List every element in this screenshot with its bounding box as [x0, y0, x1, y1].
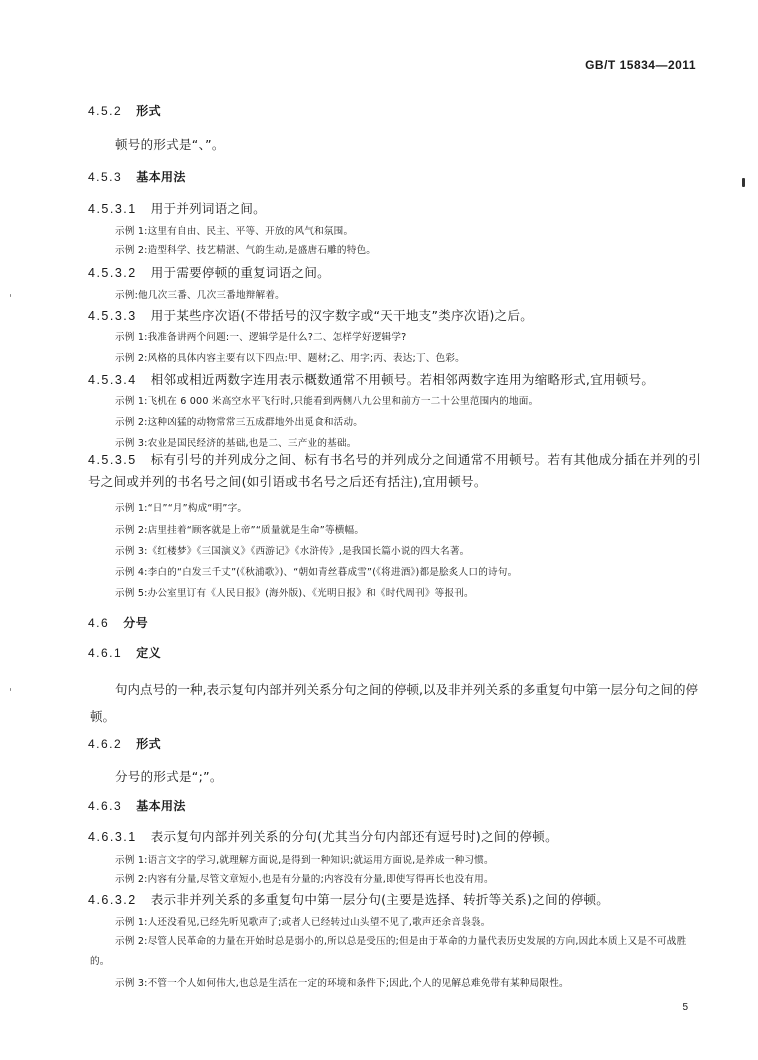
example-line: 示例 3:不管一个人如何伟大,也总是生活在一定的环境和条件下;因此,个人的见解总难免带有某种局限性。	[115, 978, 569, 989]
example-line: 示例 2:这种凶猛的动物常常三五成群地外出觅食和活动。	[115, 417, 364, 428]
heading-4-6-2	[88, 735, 702, 752]
body-paragraph: 句内点号的一种,表示复句内部并列关系分句之间的停顿,以及非并列关系的多重复句中第一层分句之间的停顿。	[90, 682, 698, 724]
heading-4-5-2	[88, 102, 702, 119]
example-line: 示例 2:风格的具体内容主要有以下四点:甲、题材;乙、用字;丙、表达;丁、色彩。	[115, 353, 465, 364]
example-line: 示例 1:这里有自由、民主、平等、开放的风气和氛围。	[115, 226, 354, 237]
section-title: 基本用法	[136, 799, 186, 813]
example-line: 示例 1:飞机在 6 000 米高空水平飞行时,只能看到两侧八九公里和前方一二十公里范围内的地面。	[115, 396, 539, 407]
heading-4-6-1	[88, 644, 702, 661]
example-line: 示例 2:内容有分量,尽管文章短小,也是有分量的;内容没有分量,即使写得再长也没有用。	[115, 874, 494, 885]
body-paragraph: 分号的形式是“;”。	[115, 769, 223, 784]
scan-speck	[742, 178, 745, 187]
body-paragraph: 顿号的形式是“、”。	[115, 137, 225, 152]
example-line: 示例 1:语言文字的学习,就理解方面说,是得到一种知识;就运用方面说,是养成一种习惯。	[115, 855, 494, 866]
section-number: 4.6.3	[88, 799, 123, 813]
clause-number: 4.5.3.1	[88, 202, 137, 216]
example-line: 示例 1:人还没看见,已经先听见歌声了;或者人已经转过山头望不见了,歌声还余音袅袅。	[115, 917, 491, 928]
example-line: 示例 1:“日”“月”构成“明”字。	[115, 503, 248, 514]
clause-number: 4.5.3.3	[88, 309, 137, 323]
section-title: 分号	[123, 616, 148, 630]
section-number: 4.6.1	[88, 646, 123, 660]
clause-4-5-3-3	[88, 306, 702, 324]
section-number: 4.5.3	[88, 170, 123, 184]
example-line: 示例 2:造型科学、技艺精湛、气韵生动,是盛唐石雕的特色。	[115, 245, 377, 256]
clause-text: 标有引号的并列成分之间、标有书名号的并列成分之间通常不用顿号。若有其他成分插在并列的引号之间或并列的书名号之间(如引语或书名号之后还有括注),宜用顿号。	[88, 452, 702, 489]
clause-4-6-3-2	[88, 890, 702, 908]
clause-4-5-3-2	[88, 263, 702, 281]
heading-4-6-3	[88, 797, 702, 814]
clause-text: 表示非并列关系的多重复句中第一层分句(主要是选择、转折等关系)之间的停顿。	[150, 892, 610, 907]
scan-speck	[10, 688, 11, 691]
example-line: 示例 2:尽管人民革命的力量在开始时总是弱小的,所以总是受压的;但是由于革命的力量代表历史发展的方向,因此本质上又是不可战胜的。	[90, 936, 687, 967]
clause-4-6-3-1	[88, 827, 702, 845]
clause-4-5-3-5	[88, 449, 702, 493]
clause-text: 相邻或相近两数字连用表示概数通常不用顿号。若相邻两数字连用为缩略形式,宜用顿号。	[150, 372, 655, 387]
section-number: 4.5.2	[88, 104, 123, 118]
example-line: 示例 3:《红楼梦》《三国演义》《西游记》《水浒传》,是我国长篇小说的四大名著。	[115, 546, 470, 557]
example-line: 示例 2:店里挂着“顾客就是上帝”“质量就是生命”等横幅。	[115, 525, 365, 536]
section-number: 4.6.2	[88, 737, 123, 751]
clause-text: 用于需要停顿的重复词语之间。	[150, 265, 330, 280]
clause-text: 用于某些序次语(不带括号的汉字数字或“天干地支”类序次语)之后。	[150, 308, 534, 323]
section-number: 4.6	[88, 616, 110, 630]
clause-number: 4.6.3.1	[88, 830, 137, 844]
example-line: 示例:他几次三番、几次三番地辩解着。	[115, 290, 285, 301]
example-line: 示例 1:我准备讲两个问题:一、逻辑学是什么?二、怎样学好逻辑学?	[115, 332, 407, 343]
heading-4-6	[88, 614, 702, 631]
standard-number: GB/T 15834—2011	[585, 58, 696, 72]
section-title: 定义	[136, 646, 162, 660]
clause-number: 4.6.3.2	[88, 893, 137, 907]
section-title: 基本用法	[136, 170, 186, 184]
example-line: 示例 4:李白的“白发三千丈”(《秋浦歌》)、“朝如青丝暮成雪”(《将进酒》)都是脍炙人口的诗句。	[115, 567, 518, 578]
heading-4-5-3	[88, 168, 702, 185]
clause-4-5-3-1	[88, 199, 702, 217]
section-title: 形式	[136, 104, 162, 118]
page-number: 5	[682, 1002, 688, 1013]
example-line: 示例 5:办公室里订有《人民日报》(海外版)、《光明日报》和《时代周刊》等报刊。	[115, 588, 474, 599]
section-title: 形式	[136, 737, 162, 751]
clause-text: 表示复句内部并列关系的分句(尤其当分句内部还有逗号时)之间的停顿。	[150, 829, 558, 844]
clause-4-5-3-4	[88, 370, 702, 388]
clause-text: 用于并列词语之间。	[150, 201, 266, 216]
clause-number: 4.5.3.5	[88, 453, 137, 467]
example-line: 示例 3:农业是国民经济的基础,也是二、三产业的基础。	[115, 438, 357, 449]
clause-number: 4.5.3.4	[88, 373, 137, 387]
clause-number: 4.5.3.2	[88, 266, 137, 280]
scan-speck	[10, 294, 11, 297]
